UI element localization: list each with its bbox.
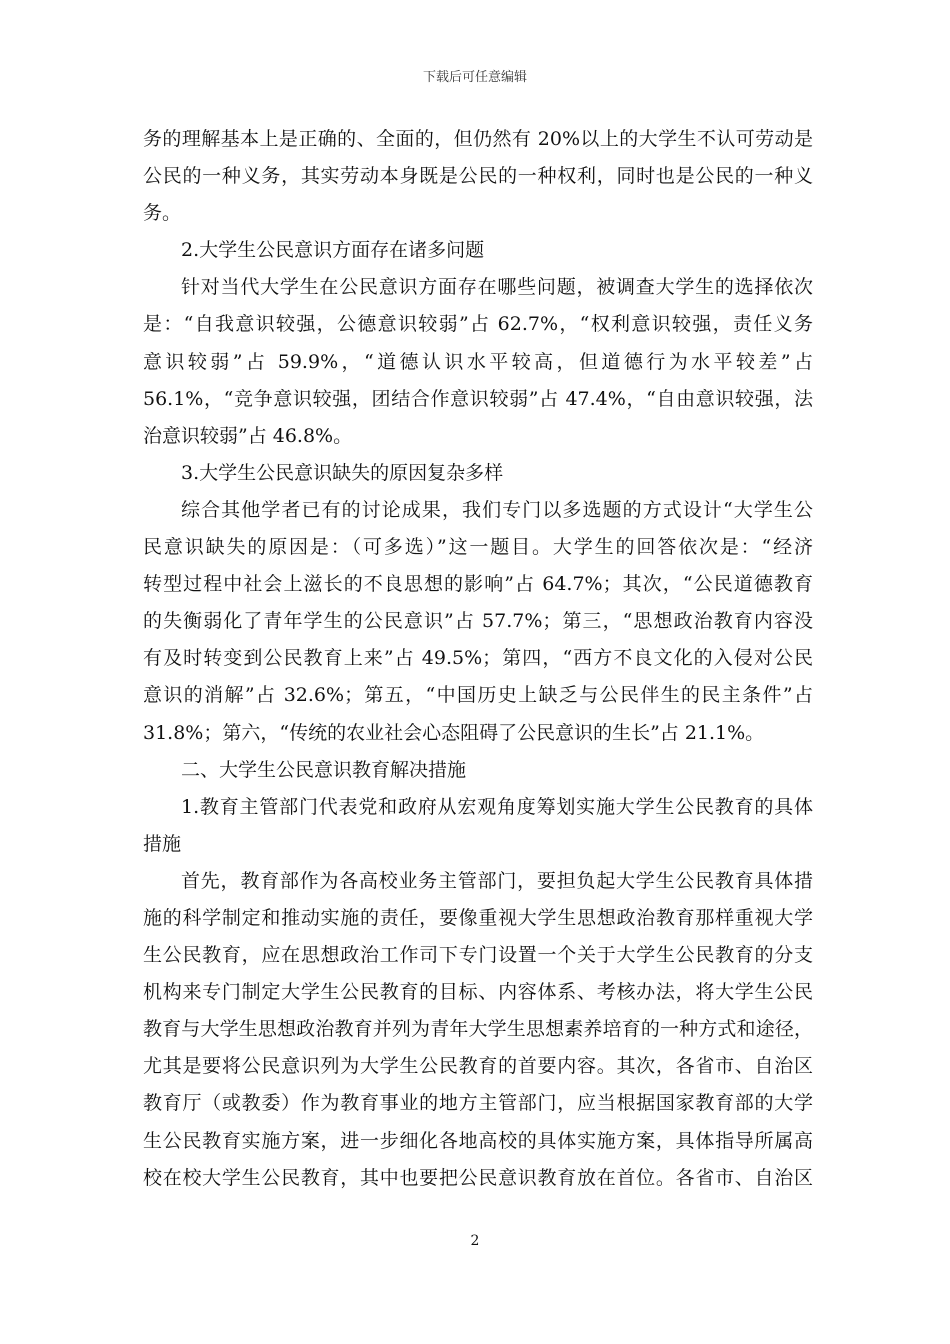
paragraph — [143, 492, 813, 752]
text-line: 治意识较弱”占 46.8%。 — [143, 424, 353, 447]
text-line: 意识较弱”占 59.9%，“道德认识水平较高，但道德行为水平较差”占 — [143, 350, 813, 373]
text-line: 转型过程中社会上滋长的不良思想的影响”占 64.7%；其次，“公民道德教育 — [143, 573, 813, 596]
text-line: 措施 — [143, 832, 182, 855]
text-line: 生公民教育实施方案，进一步细化各地高校的具体实施方案，具体指导所属高 — [143, 1129, 813, 1152]
paragraph — [143, 863, 813, 1197]
paragraph — [143, 232, 813, 269]
page-number: 2 — [470, 1233, 480, 1249]
text-line: 尤其是要将公民意识列为大学生公民教育的首要内容。其次，各省市、自治区 — [143, 1055, 813, 1078]
text-line: 有及时转变到公民教育上来”占 49.5%；第四，“西方不良文化的入侵对公民 — [143, 647, 813, 670]
text-line: 2.大学生公民意识方面存在诸多问题 — [181, 239, 485, 262]
text-line: 务。 — [143, 202, 182, 225]
text-line: 综合其他学者已有的讨论成果，我们专门以多选题的方式设计“大学生公 — [181, 498, 813, 521]
text-line: 56.1%，“竞争意识较强，团结合作意识较弱”占 47.4%，“自由意识较强，法 — [143, 387, 813, 410]
paragraph — [143, 752, 813, 789]
text-line: 生公民教育，应在思想政治工作司下专门设置一个关于大学生公民教育的分支 — [143, 944, 813, 967]
text-line: 校在校大学生公民教育，其中也要把公民意识教育放在首位。各省市、自治区 — [143, 1166, 813, 1189]
text-line: 意识的消解”占 32.6%；第五，“中国历史上缺乏与公民伴生的民主条件”占 — [143, 684, 813, 707]
text-line: 教育厅（或教委）作为教育事业的地方主管部门，应当根据国家教育部的大学 — [143, 1092, 813, 1115]
document-body — [143, 121, 813, 1197]
text-line: 首先，教育部作为各高校业务主管部门，要担负起大学生公民教育具体措 — [181, 869, 813, 892]
text-line: 施的科学制定和推动实施的责任，要像重视大学生思想政治教育那样重视大学 — [143, 906, 813, 929]
text-line: 教育与大学生思想政治教育并列为青年大学生思想素养培育的一种方式和途径， — [143, 1018, 813, 1041]
text-line: 是：“自我意识较强，公德意识较弱”占 62.7%，“权利意识较强，责任义务 — [143, 313, 813, 336]
text-line: 务的理解基本上是正确的、全面的，但仍然有 20%以上的大学生不认可劳动是 — [143, 128, 813, 150]
text-line: 的失衡弱化了青年学生的公民意识”占 57.7%；第三，“思想政治教育内容没 — [143, 610, 813, 633]
text-line: 针对当代大学生在公民意识方面存在哪些问题，被调查大学生的选择依次 — [181, 276, 813, 299]
paragraph — [143, 789, 813, 863]
text-line: 民意识缺失的原因是：（可多选）”这一题目。大学生的回答依次是：“经济 — [143, 536, 813, 559]
paragraph — [143, 121, 813, 232]
text-line: 1.教育主管部门代表党和政府从宏观角度筹划实施大学生公民教育的具体 — [181, 795, 813, 818]
paragraph — [143, 455, 813, 492]
text-line: 3.大学生公民意识缺失的原因复杂多样 — [181, 461, 504, 484]
page-header: 下载后可任意编辑 — [422, 70, 527, 85]
text-line: 机构来专门制定大学生公民教育的目标、内容体系、考核办法，将大学生公民 — [143, 981, 813, 1004]
paragraph — [143, 269, 813, 454]
text-line: 公民的一种义务，其实劳动本身既是公民的一种权利，同时也是公民的一种义 — [143, 165, 813, 188]
text-line: 二、大学生公民意识教育解决措施 — [181, 758, 467, 781]
text-line: 31.8%；第六，“传统的农业社会心态阻碍了公民意识的生长”占 21.1%。 — [143, 721, 765, 744]
